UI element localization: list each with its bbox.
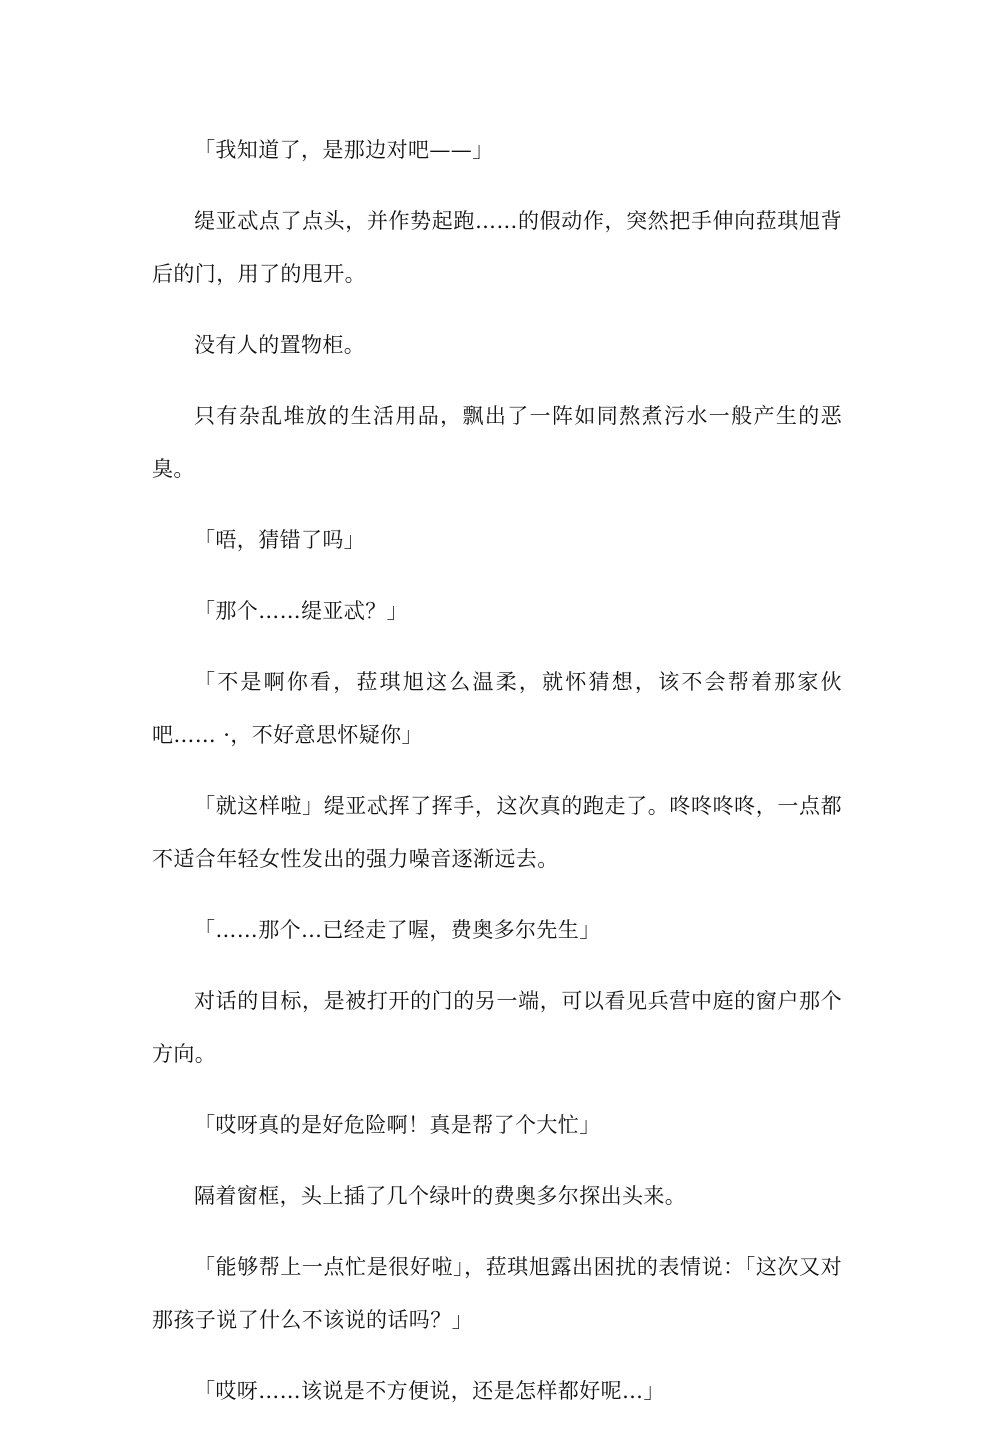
paragraph-1: 「我知道了，是那边对吧——」: [194, 138, 494, 162]
paragraph-3: 没有人的置物柜。: [194, 333, 366, 357]
paragraph-2: 缇亚忒点了点头，并作势起跑……的假动作，突然把手伸向菈琪旭背后的门，用了的甩开。: [152, 209, 842, 286]
paragraph-10: 对话的目标，是被打开的门的另一端，可以看见兵营中庭的窗户那个方向。: [152, 989, 842, 1066]
paragraph-14: 「哎呀……该说是不方便说，还是怎样都好呢…」: [194, 1379, 665, 1403]
paragraph-9: 「……那个…已经走了喔，费奥多尔先生」: [194, 918, 601, 942]
paragraph-4: 只有杂乱堆放的生活用品，飘出了一阵如同熬煮污水一般产生的恶臭。: [152, 404, 842, 481]
paragraph-8: 「就这样啦」缇亚忒挥了挥手，这次真的跑走了。咚咚咚咚，一点都不适合年轻女性发出的强力噪音逐渐远去。: [152, 794, 842, 871]
body-text: [152, 124, 842, 1436]
paragraph-6: 「那个……缇亚忒？」: [194, 599, 408, 623]
paragraph-7: 「不是啊你看，菈琪旭这么温柔，就怀猜想，该不会帮着那家伙吧…… ·，不好意思怀疑你」: [152, 670, 842, 747]
paragraph-5: 「唔，猜错了吗」: [194, 528, 366, 552]
paragraph-13: 「能够帮上一点忙是很好啦」，菈琪旭露出困扰的表情说：「这次又对那孩子说了什么不该说的话吗？」: [152, 1255, 842, 1332]
paragraph-12: 隔着窗框，头上插了几个绿叶的费奥多尔探出头来。: [194, 1184, 687, 1208]
paragraph-11: 「哎呀真的是好危险啊！真是帮了个大忙」: [194, 1113, 601, 1137]
